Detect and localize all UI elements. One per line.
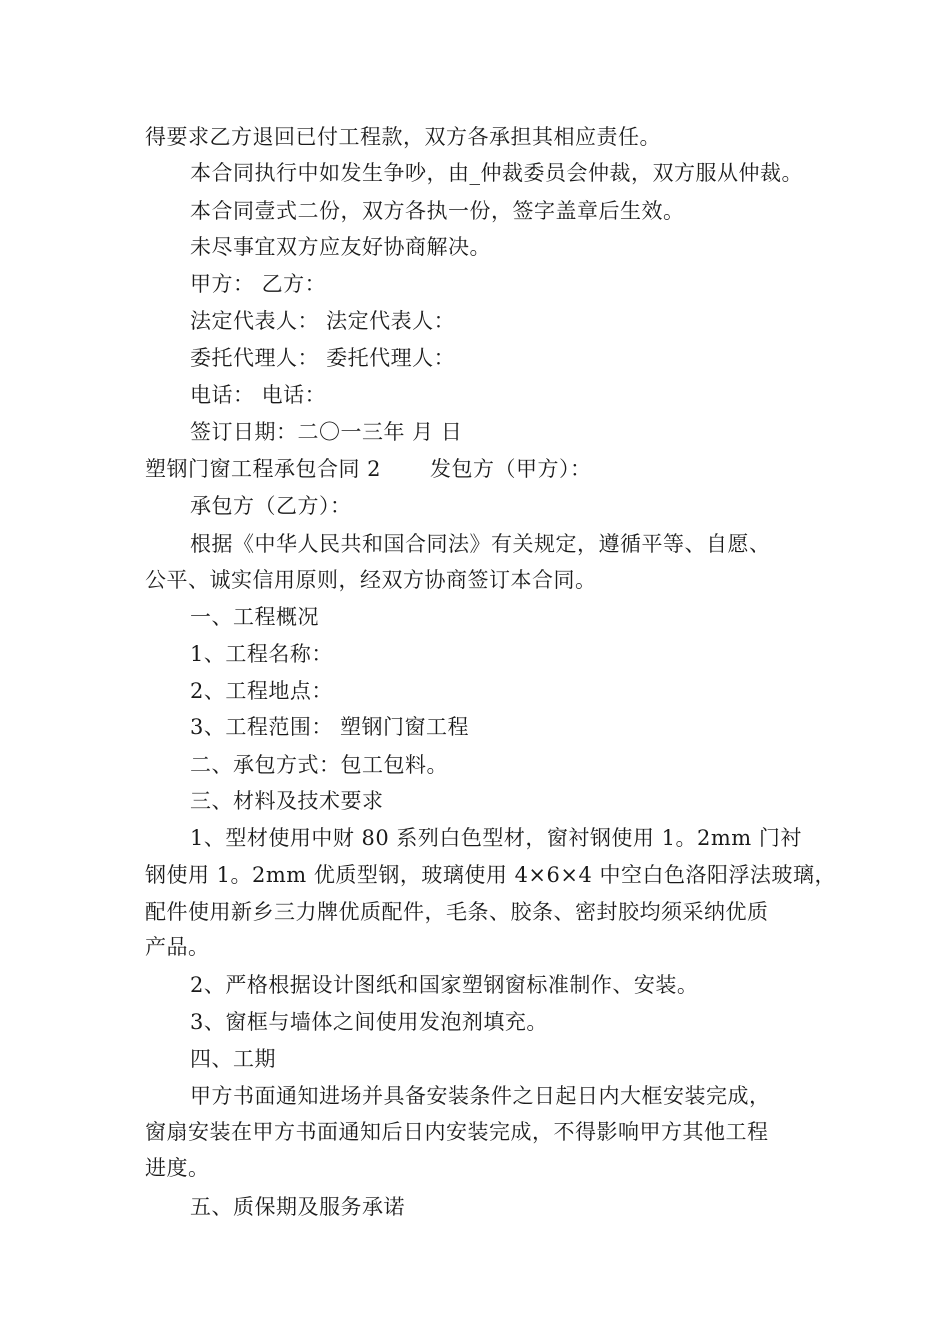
heading: 四、工期 [190,1047,276,1071]
text-line: 本合同壹式二份，双方各执一份，签字盖章后生效。 [190,199,685,223]
text-line: 本合同执行中如发生争吵，由_仲裁委员会仲裁，双方服从仲裁。 [190,161,803,185]
heading: 二、承包方式：包工包料。 [190,753,448,777]
text-line: 承包方（乙方）： [190,494,352,518]
text-line: 1、型材使用中财 80 系列白色型材，窗衬钢使用 1。2mm 门衬 [190,826,802,850]
text-line: 签订日期：二〇一三年 月 日 [190,420,463,444]
text-line: 钢使用 1。2mm 优质型钢，玻璃使用 4×6×4 中空白色洛阳浮法玻璃， [145,863,837,887]
text-line: 配件使用新乡三力牌优质配件，毛条、胶条、密封胶均须采纳优质 [145,900,769,924]
text-line: 1、工程名称： [190,642,333,666]
section-title: 塑钢门窗工程承包合同 2 [145,457,382,481]
text-line: 未尽事宜双方应友好协商解决。 [190,235,491,259]
text-line: 2、工程地点： [190,679,333,703]
text-line: 窗扇安装在甲方书面通知后日内安装完成，不得影响甲方其他工程 [145,1120,769,1144]
text-line: 根据《中华人民共和国合同法》有关规定，遵循平等、自愿、 [190,532,771,556]
text-line: 2、严格根据设计图纸和国家塑钢窗标准制作、安装。 [190,973,699,997]
text-line: 法定代表人： 法定代表人： [190,309,456,333]
text-line: 3、窗框与墙体之间使用发泡剂填充。 [190,1010,548,1034]
text-line: 甲方书面通知进场并具备安装条件之日起日内大框安装完成， [190,1084,771,1108]
heading: 五、质保期及服务承诺 [190,1195,405,1219]
text-line: 甲方： 乙方： [190,272,327,296]
text-line: 3、工程范围： 塑钢门窗工程 [190,715,470,739]
text-line: 委托代理人： 委托代理人： [190,346,456,370]
heading: 三、材料及技术要求 [190,789,384,813]
heading: 一、工程概况 [190,605,319,629]
text-line: 电话： 电话： [190,383,327,407]
text-line: 产品。 [145,935,210,959]
text-line: 进度。 [145,1156,210,1180]
text-line: 发包方（甲方）： [430,457,592,481]
text-line: 公平、诚实信用原则，经双方协商签订本合同。 [145,568,597,592]
text-line: 得要求乙方退回已付工程款，双方各承担其相应责任。 [145,125,661,149]
